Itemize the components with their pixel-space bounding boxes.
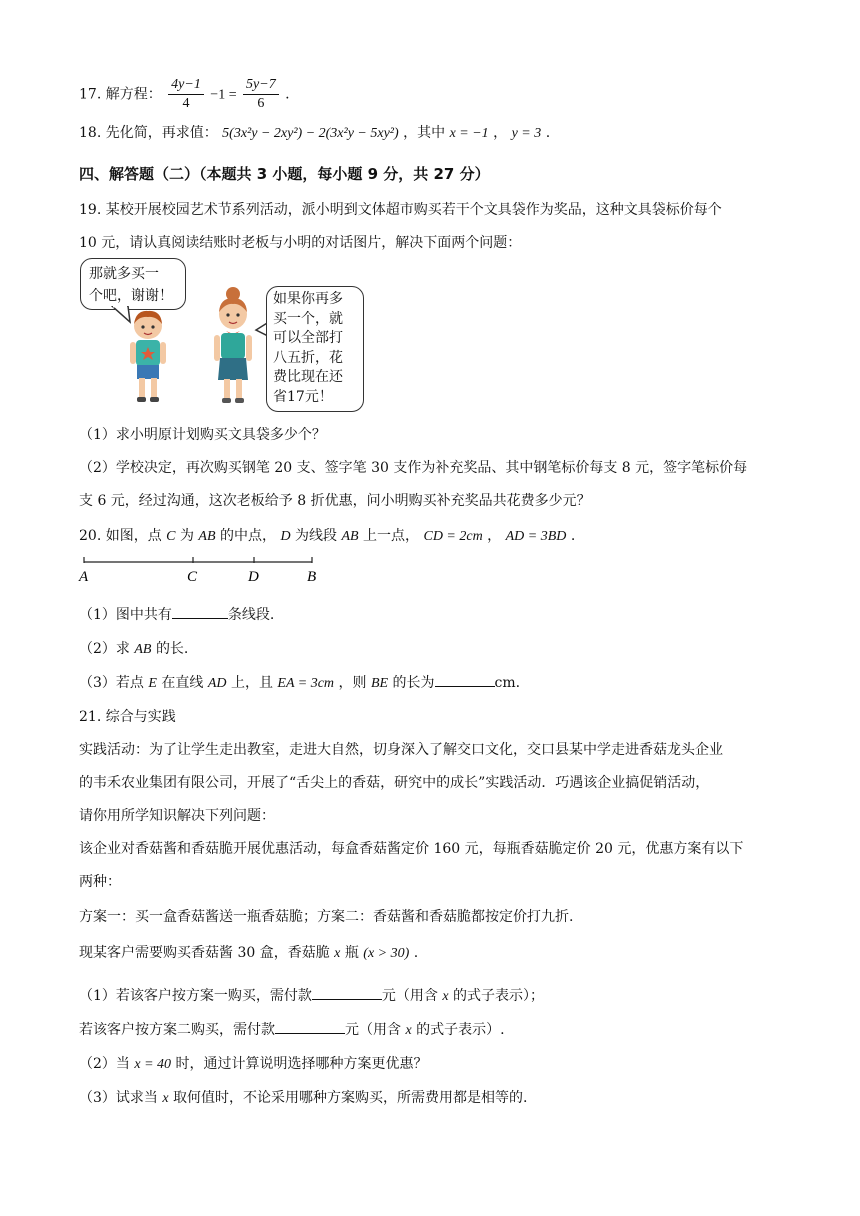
text: 为线段 — [295, 528, 338, 544]
text: （2）当 — [79, 1056, 130, 1072]
section-heading: 四、解答题（二）（本题共 3 小题，每小题 9 分，共 27 分） — [79, 165, 490, 183]
period: . — [570, 528, 576, 544]
q17-middle: −1 = — [210, 87, 237, 103]
q20-part3 — [79, 672, 520, 692]
point-b-label: B — [307, 569, 317, 585]
text: 现某客户需要购买香菇酱 30 盒，香菇脆 — [79, 945, 330, 961]
text: （3）试求当 — [79, 1090, 158, 1106]
text: 为 — [179, 528, 194, 544]
q19-part2-line1: （2）学校决定，再次购买钢笔 20 支、签字笔 30 支作为补充奖品、其中钢笔标价每支 8 元，签字笔标价每 — [79, 460, 748, 476]
q18-label: 18. 先化简，再求值： — [79, 125, 218, 141]
q21-line6: 方案一：买一盒香菇酱送一瓶香菇脆；方案二：香菇酱和香菇脆都按定价打九折. — [79, 909, 574, 925]
text: 20. 如图，点 — [79, 528, 162, 544]
text: 条线段. — [227, 607, 275, 623]
text: （2）求 — [79, 641, 130, 657]
text: 的式子表示）. — [416, 1022, 505, 1038]
text: 上，且 — [230, 675, 273, 691]
segment-diagram — [76, 554, 326, 586]
q18-condition: ，其中 — [403, 125, 446, 141]
q21-line7 — [79, 942, 418, 962]
q17 — [79, 76, 290, 113]
point-c-label: C — [187, 569, 198, 585]
line-label: AD — [207, 676, 227, 691]
period: . — [545, 125, 551, 141]
text: （3）若点 — [79, 675, 144, 691]
q20-part1 — [79, 604, 274, 624]
denominator: 6 — [257, 96, 265, 111]
text: 元（用含 — [381, 988, 438, 1004]
q21-title: 21. 综合与实践 — [79, 709, 176, 725]
text: ，则 — [338, 675, 367, 691]
q17-label: 17. 解方程： — [79, 86, 162, 103]
text: 在直线 — [161, 675, 204, 691]
q21-line5: 两种： — [79, 874, 121, 890]
point-label: E — [148, 676, 157, 691]
bubble-text: 可以全部打 — [273, 330, 343, 346]
text: 的长. — [155, 641, 189, 657]
q21-part2 — [79, 1053, 428, 1073]
text: 瓶 — [344, 945, 359, 961]
period: . — [285, 86, 290, 103]
segment-label: AB — [198, 529, 216, 544]
text: cm. — [494, 675, 521, 691]
q19-part1: （1）求小明原计划购买文具袋多少个？ — [79, 427, 326, 443]
bubble-text: 如果你再多 — [273, 291, 343, 307]
text: 若该客户按方案二购买，需付款 — [79, 1022, 275, 1038]
denominator: 4 — [182, 96, 190, 111]
q21-line4: 该企业对香菇酱和香菇脆开展优惠活动，每盒香菇酱定价 160 元，每瓶香菇脆定价 20 元，优惠方案有以下 — [79, 841, 744, 857]
text: （1）若该客户按方案一购买，需付款 — [79, 988, 312, 1004]
answer-blank[interactable] — [312, 998, 382, 1000]
segment-label: BE — [370, 676, 389, 691]
equation: EA = 3cm — [277, 676, 335, 691]
period: . — [413, 945, 419, 961]
boy-illustration — [124, 308, 172, 404]
text: 取何值时，不论采用哪种方案购买，所需费用都是相等的. — [173, 1090, 528, 1106]
point-a-label: A — [79, 569, 89, 585]
point-d-label: D — [248, 569, 259, 585]
text: 元（用含 — [345, 1022, 401, 1038]
q19-line2: 10 元，请认真阅读结账时老板与小明的对话图片，解决下面两个问题： — [79, 235, 522, 251]
numerator: 4y−1 — [168, 76, 204, 95]
answer-blank[interactable] — [172, 617, 228, 619]
boy-speech-bubble — [80, 258, 186, 310]
q18-y-value: y = 3 — [511, 126, 542, 141]
q20-part2 — [79, 638, 188, 658]
condition: (x > 30) — [363, 946, 410, 961]
bubble-text: 费比现在还 — [273, 369, 343, 385]
separator: ， — [487, 528, 502, 544]
bubble-text: 个吧，谢谢！ — [89, 288, 173, 304]
separator: ， — [493, 125, 508, 141]
q21-part1b — [79, 1019, 505, 1039]
woman-speech-bubble — [266, 286, 364, 412]
q21-line3: 请你用所学知识解决下列问题： — [79, 808, 275, 824]
q17-left-fraction — [168, 76, 204, 113]
equation: x = 40 — [134, 1057, 172, 1072]
answer-blank[interactable] — [435, 685, 495, 687]
answer-blank[interactable] — [275, 1032, 345, 1034]
variable: x — [442, 989, 449, 1004]
text: 的长为 — [392, 675, 435, 691]
segment-label: AB — [134, 642, 152, 657]
equation: AD = 3BD — [505, 529, 567, 544]
text: 的式子表示）； — [453, 988, 545, 1004]
variable: x — [334, 946, 341, 961]
q18 — [79, 122, 550, 142]
text: 时，通过计算说明选择哪种方案更优惠？ — [175, 1056, 428, 1072]
variable: x — [162, 1091, 169, 1106]
q19-part2-line2: 支 6 元，经过沟通，这次老板给予 8 折优惠，问小明购买补充奖品共花费多少元？ — [79, 493, 591, 509]
numerator: 5y−7 — [243, 76, 279, 95]
point-label: C — [166, 529, 176, 544]
bubble-text: 省17元！ — [273, 388, 333, 405]
q21-part1 — [79, 985, 544, 1005]
q17-right-fraction — [243, 76, 279, 113]
segment-label: AB — [341, 529, 359, 544]
point-label: D — [280, 529, 291, 544]
woman-illustration — [206, 286, 260, 408]
bubble-text: 那就多买一 — [89, 266, 159, 282]
text: 上一点， — [363, 528, 420, 544]
bubble-text: 买一个，就 — [273, 310, 343, 327]
q18-x-value: x = −1 — [449, 126, 489, 141]
text: （1）图中共有 — [79, 607, 172, 623]
text: 的中点， — [219, 528, 276, 544]
q21-line1: 实践活动：为了让学生走出教室，走进大自然，切身深入了解交口文化，交口县某中学走进香菇龙头企业 — [79, 742, 723, 758]
variable: x — [405, 1023, 412, 1038]
q20-intro — [79, 525, 575, 545]
q21-line2: 的韦禾农业集团有限公司，开展了“舌尖上的香菇，研究中的成长”实践活动．巧遇该企业搞促销活动， — [79, 775, 710, 791]
bubble-text: 八五折，花 — [273, 349, 343, 366]
q18-expression: 5(3x²y − 2xy²) − 2(3x²y − 5xy²) — [222, 126, 399, 141]
equation: CD = 2cm — [423, 529, 483, 544]
q19-line1: 19. 某校开展校园艺术节系列活动，派小明到文体超市购买若干个文具袋作为奖品，这种文具袋标价每个 — [79, 202, 722, 218]
q21-part3 — [79, 1087, 528, 1107]
